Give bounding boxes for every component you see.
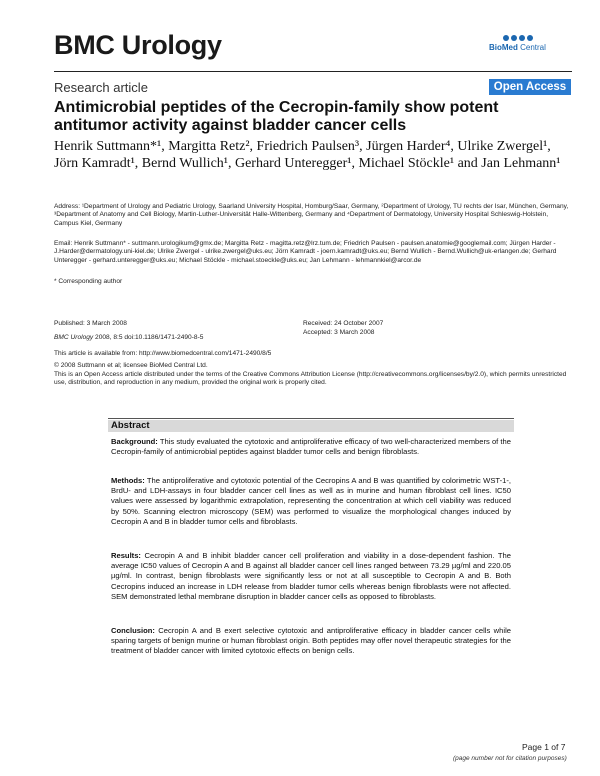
background-text: This study evaluated the cytotoxic and antiproliferative efficacy of two well-characterized members of the Cecropin-family of antimicrobial peptides against bladder tumor cells and benign fibroblasts. <box>111 437 511 457</box>
author-list: Henrik Suttmann*¹, Margitta Retz², Friedrich Paulsen³, Jürgen Harder⁴, Ulrike Zwergel¹, Jörn Kamradt¹, Bernd Wullich¹, Gerhard Unteregger¹, Michael Stöckle¹ and Jan Lehmann¹ <box>54 139 561 171</box>
background-label: Background: <box>111 437 158 446</box>
conclusion-text: Cecropin A and B exert selective cytotoxic and antiproliferative efficacy in bladder cancer cells while sparing targets of benign murine or human fibroblast origin. Both peptides may offer novel therapeutic strategies for the treatment of bladder cancer with limited cytotoxic effects on benign cells. <box>111 626 511 656</box>
header-rule <box>54 71 572 72</box>
license-statement: This is an Open Access article distributed under the terms of the Creative Commons Attribution License (http://creativecommons.org/licenses/by/2.0), which permits unrestricted use, distribution, and reproduction in any medium, provided the original work is properly cited. <box>54 371 567 387</box>
results-label: Results: <box>111 551 141 560</box>
citation-details: 2008, 8:5 doi:10.1186/1471-2490-8-5 <box>93 334 204 341</box>
article-title: Antimicrobial peptides of the Cecropin-family show potent antitumor activity against bladder cancer cells <box>54 99 499 134</box>
copyright: © 2008 Suttmann et al; licensee BioMed Central Ltd. <box>54 362 208 369</box>
abstract-results <box>111 551 511 602</box>
received-date: Received: 24 October 2007 <box>303 320 384 327</box>
abstract-rule <box>108 418 514 419</box>
abstract-conclusion <box>111 626 511 657</box>
article-type: Research article <box>54 80 148 95</box>
page-number: Page 1 of 7 <box>522 742 566 752</box>
author-emails: Email: Henrik Suttmann* - suttmann.urologikum@gmx.de; Margitta Retz - magitta.retz@lrz.tum.de; Friedrich Paulsen - paulsen.anatomie@googlemail.com; Jürgen Harder - J.Harder@dermatology.uni-kiel.de; Ulrike Zwergel - ulrike.zwergel@uks.eu; Jörn Kamradt - joern.kamradt@uks.eu; Bernd Wullich - Bernd.Wullich@uk-erlangen.de; Gerhard Unteregger - gerhard.unteregger@uks.eu; Michael Stöckle - michael.stoeckle@uks.eu; Jan Lehmann - lehmannkiel@arcor.de <box>54 240 557 264</box>
published-date: Published: 3 March 2008 <box>54 320 127 327</box>
logo-dots-icon <box>503 33 543 43</box>
methods-label: Methods: <box>111 476 145 485</box>
abstract-heading: Abstract <box>111 420 150 431</box>
affiliations: Address: ¹Department of Urology and Pediatric Urology, Saarland University Hospital, Homburg/Saar, Germany, ²Department of Urology, TU rechts der Isar, München, Germany, ³Department of Anatomy and Cell Biology, Martin-Luther-Universität Halle-Wittenberg, Germany and ⁴Department of Dermatology, University Hospital Schleswig-Holstein, Campus Kiel, Germany <box>54 203 569 227</box>
logo-text-bold: BioMed <box>489 43 518 52</box>
results-text: Cecropin A and B inhibit bladder cancer cell proliferation and viability in a dose-dependent fashion. The average IC50 values of Cecropin A and B against all bladder cancer cell lines ranged between 73.29 µg/ml and 220.05 µg/ml. In contrast, benign fibroblasts were significantly less or not at all susceptible to Cecropin A and B. Both Cecropins induced an increase in LDH release from bladder tumor cells whereas benign fibroblasts were not affected. SEM demonstrated lethal membrane disruption in bladder cancer cells as opposed to fibroblasts. <box>111 551 511 601</box>
conclusion-label: Conclusion: <box>111 626 155 635</box>
citation-journal: BMC Urology <box>54 334 94 341</box>
citation <box>54 334 203 342</box>
journal-title: BMC Urology <box>54 30 222 60</box>
accepted-date: Accepted: 3 March 2008 <box>303 329 375 336</box>
abstract-background <box>111 437 511 457</box>
logo-text-rest: Central <box>517 43 546 52</box>
availability-link[interactable]: This article is available from: http://www.biomedcentral.com/1471-2490/8/5 <box>54 350 272 357</box>
methods-text: The antiproliferative and cytotoxic potential of the Cecropins A and B was quantified by colorimetric WST-1-, BrdU- and LDH-assays in four bladder cancer cell lines as well as in murine and human fibroblast cell lines. IC50 values were assessed by logarithmic extrapolation, representing the concentration at which cell viability was reduced by 50%. Scanning electron microscopy (SEM) was performed to visualize the morphological changes induced by Cecropin A and B in bladder tumor cells and fibroblasts. <box>111 476 511 526</box>
abstract-methods <box>111 476 511 527</box>
biomed-central-logo <box>489 33 559 55</box>
open-access-badge: Open Access <box>489 79 571 95</box>
abstract-header-bar <box>108 420 514 432</box>
corresponding-note: * Corresponding author <box>54 278 123 285</box>
page-number-note: (page number not for citation purposes) <box>453 755 567 762</box>
